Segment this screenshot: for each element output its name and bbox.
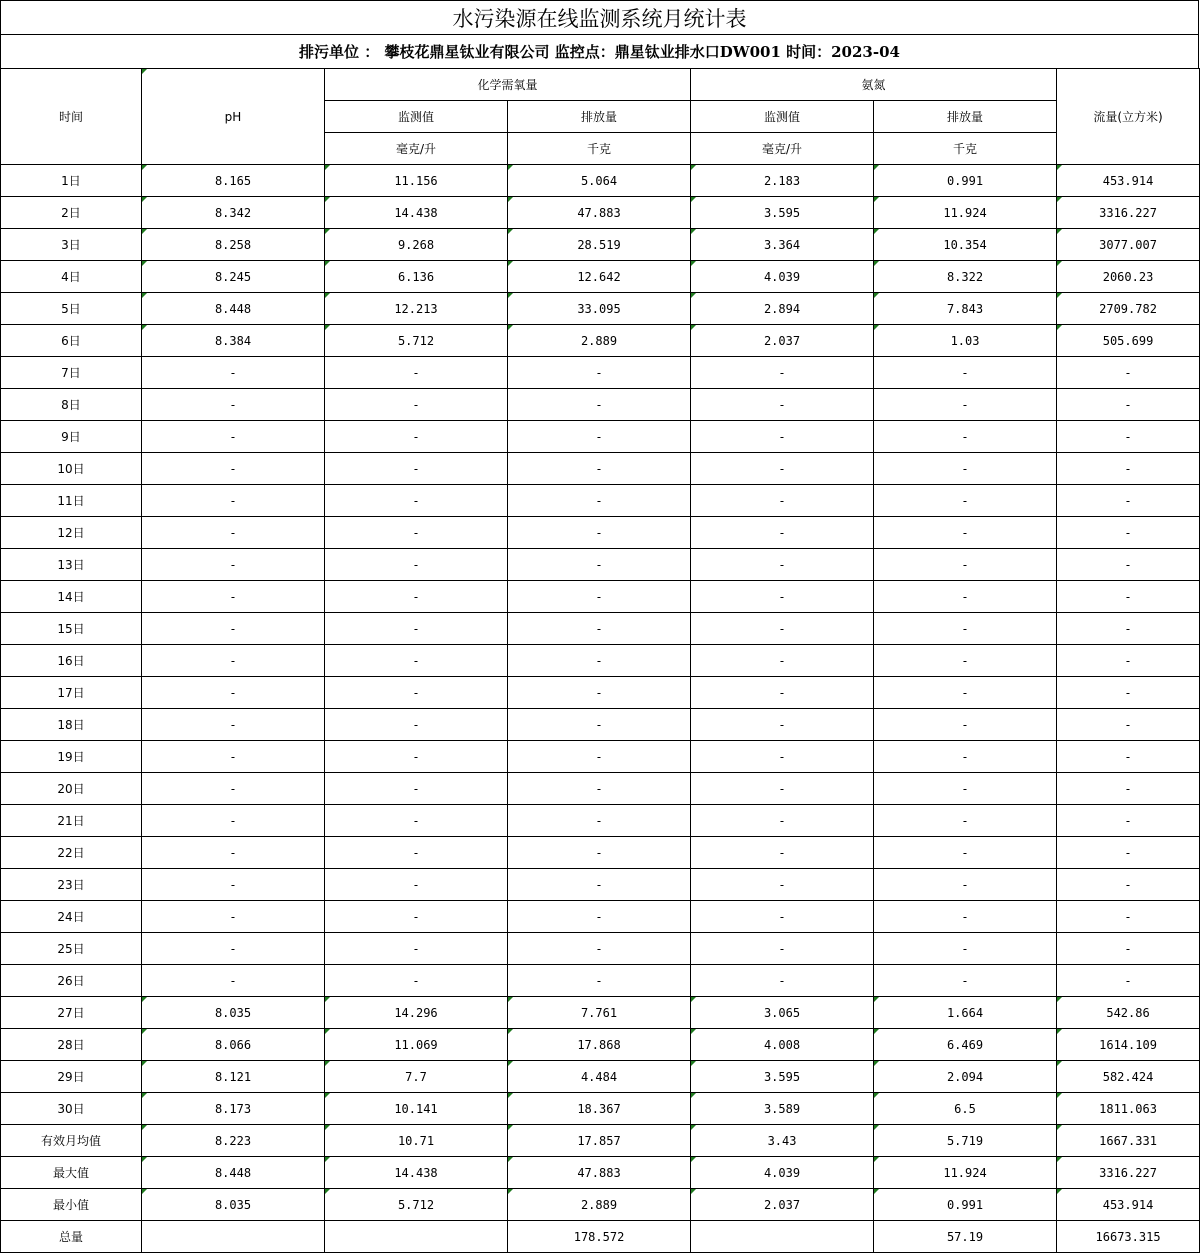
cell-flow[interactable]: 2060.23 bbox=[1057, 261, 1200, 293]
cell-nh3-value[interactable]: - bbox=[691, 837, 874, 869]
cell-nh3-value[interactable]: - bbox=[691, 645, 874, 677]
cell-ph[interactable]: 8.342 bbox=[142, 197, 325, 229]
report-table-body bbox=[1, 69, 1200, 1253]
table-row bbox=[1, 1125, 1200, 1157]
cell-flow[interactable]: - bbox=[1057, 773, 1200, 805]
cell-day[interactable]: 8日 bbox=[1, 389, 142, 421]
cell-day[interactable]: 3日 bbox=[1, 229, 142, 261]
table-row bbox=[1, 581, 1200, 613]
cell-flow[interactable]: - bbox=[1057, 485, 1200, 517]
cell-ph[interactable]: 8.448 bbox=[142, 293, 325, 325]
cell-day[interactable]: 1日 bbox=[1, 165, 142, 197]
cell-flow[interactable]: 453.914 bbox=[1057, 165, 1200, 197]
cell-nh3-emission[interactable]: - bbox=[874, 485, 1057, 517]
cell-cod-emission[interactable]: 2.889 bbox=[508, 1189, 691, 1221]
cell-ph[interactable]: 8.035 bbox=[142, 997, 325, 1029]
table-row bbox=[1, 805, 1200, 837]
cell-ph[interactable]: - bbox=[142, 645, 325, 677]
cell-nh3-emission[interactable]: - bbox=[874, 741, 1057, 773]
cell-cod-value[interactable]: - bbox=[325, 741, 508, 773]
cell-ph[interactable]: 8.223 bbox=[142, 1125, 325, 1157]
cell-nh3-emission[interactable]: 8.322 bbox=[874, 261, 1057, 293]
cell-nh3-emission[interactable]: - bbox=[874, 901, 1057, 933]
cell-nh3-value[interactable] bbox=[691, 1221, 874, 1253]
cell-cod-value[interactable]: - bbox=[325, 677, 508, 709]
cell-day[interactable]: 29日 bbox=[1, 1061, 142, 1093]
cell-ph[interactable]: 8.035 bbox=[142, 1189, 325, 1221]
table-row bbox=[1, 869, 1200, 901]
cell-nh3-emission[interactable]: 11.924 bbox=[874, 1157, 1057, 1189]
cell-day[interactable]: 7日 bbox=[1, 357, 142, 389]
cell-nh3-emission[interactable]: - bbox=[874, 709, 1057, 741]
cell-day[interactable]: 9日 bbox=[1, 421, 142, 453]
cell-cod-emission[interactable]: - bbox=[508, 709, 691, 741]
cell-cod-emission[interactable]: 12.642 bbox=[508, 261, 691, 293]
table-row bbox=[1, 1157, 1200, 1189]
cell-nh3-value[interactable]: 4.039 bbox=[691, 1157, 874, 1189]
cell-day[interactable]: 最小值 bbox=[1, 1189, 142, 1221]
cell-nh3-value[interactable]: - bbox=[691, 773, 874, 805]
cell-ph[interactable]: - bbox=[142, 485, 325, 517]
cell-cod-emission[interactable]: - bbox=[508, 645, 691, 677]
cell-ph[interactable]: - bbox=[142, 453, 325, 485]
table-row bbox=[1, 1093, 1200, 1125]
cell-cod-emission[interactable]: - bbox=[508, 933, 691, 965]
cell-nh3-value[interactable]: 2.183 bbox=[691, 165, 874, 197]
cell-flow[interactable]: - bbox=[1057, 453, 1200, 485]
cell-ph[interactable]: 8.173 bbox=[142, 1093, 325, 1125]
table-row bbox=[1, 1189, 1200, 1221]
cell-cod-emission[interactable]: - bbox=[508, 357, 691, 389]
cell-cod-emission[interactable]: 47.883 bbox=[508, 1157, 691, 1189]
header-cod-emission[interactable]: 排放量 bbox=[508, 101, 691, 133]
header-nh3-emission[interactable]: 排放量 bbox=[874, 101, 1057, 133]
cell-cod-emission[interactable]: - bbox=[508, 901, 691, 933]
header-cod[interactable]: 化学需氧量 bbox=[325, 69, 691, 101]
table-row bbox=[1, 453, 1200, 485]
cell-nh3-emission[interactable]: 1.664 bbox=[874, 997, 1057, 1029]
cell-day[interactable]: 13日 bbox=[1, 549, 142, 581]
cell-flow[interactable]: - bbox=[1057, 389, 1200, 421]
cell-ph[interactable]: 8.066 bbox=[142, 1029, 325, 1061]
cell-day[interactable]: 有效月均值 bbox=[1, 1125, 142, 1157]
table-row bbox=[1, 229, 1200, 261]
cell-ph[interactable]: - bbox=[142, 805, 325, 837]
cell-nh3-emission[interactable]: 0.991 bbox=[874, 165, 1057, 197]
cell-day[interactable]: 18日 bbox=[1, 709, 142, 741]
cell-flow[interactable]: - bbox=[1057, 677, 1200, 709]
cell-cod-emission[interactable]: 7.761 bbox=[508, 997, 691, 1029]
cell-cod-value[interactable]: 10.141 bbox=[325, 1093, 508, 1125]
cell-day[interactable]: 10日 bbox=[1, 453, 142, 485]
cell-day[interactable]: 14日 bbox=[1, 581, 142, 613]
cell-ph[interactable]: - bbox=[142, 741, 325, 773]
cell-flow[interactable]: 453.914 bbox=[1057, 1189, 1200, 1221]
cell-cod-emission[interactable]: - bbox=[508, 741, 691, 773]
table-row bbox=[1, 421, 1200, 453]
cell-flow[interactable]: 542.86 bbox=[1057, 997, 1200, 1029]
cell-ph[interactable]: - bbox=[142, 773, 325, 805]
cell-ph[interactable]: - bbox=[142, 901, 325, 933]
cell-cod-value[interactable]: - bbox=[325, 389, 508, 421]
table-row bbox=[1, 709, 1200, 741]
cell-nh3-emission[interactable]: 1.03 bbox=[874, 325, 1057, 357]
header-cod-unit[interactable]: 毫克/升 bbox=[325, 133, 508, 165]
cell-nh3-emission[interactable]: 7.843 bbox=[874, 293, 1057, 325]
table-row bbox=[1, 901, 1200, 933]
cell-flow[interactable]: - bbox=[1057, 357, 1200, 389]
table-row bbox=[1, 1029, 1200, 1061]
cell-ph[interactable]: 8.121 bbox=[142, 1061, 325, 1093]
cell-cod-emission[interactable]: 17.857 bbox=[508, 1125, 691, 1157]
cell-cod-value[interactable]: - bbox=[325, 709, 508, 741]
cell-ph[interactable]: 8.384 bbox=[142, 325, 325, 357]
cell-day[interactable]: 23日 bbox=[1, 869, 142, 901]
table-row bbox=[1, 773, 1200, 805]
cell-nh3-value[interactable]: 3.364 bbox=[691, 229, 874, 261]
cell-cod-emission[interactable]: 28.519 bbox=[508, 229, 691, 261]
header-time[interactable]: 时间 bbox=[1, 69, 142, 165]
cell-ph[interactable]: - bbox=[142, 837, 325, 869]
cell-cod-emission[interactable]: - bbox=[508, 453, 691, 485]
cell-day[interactable]: 24日 bbox=[1, 901, 142, 933]
cell-nh3-value[interactable]: 2.037 bbox=[691, 1189, 874, 1221]
cell-cod-value[interactable]: 14.296 bbox=[325, 997, 508, 1029]
cell-nh3-value[interactable]: - bbox=[691, 805, 874, 837]
cell-nh3-value[interactable]: 3.595 bbox=[691, 1061, 874, 1093]
cell-nh3-emission[interactable]: 2.094 bbox=[874, 1061, 1057, 1093]
cell-ph[interactable]: - bbox=[142, 965, 325, 997]
cell-day[interactable]: 19日 bbox=[1, 741, 142, 773]
cell-cod-value[interactable]: - bbox=[325, 421, 508, 453]
cell-nh3-value[interactable]: 2.037 bbox=[691, 325, 874, 357]
cell-day[interactable]: 20日 bbox=[1, 773, 142, 805]
cell-cod-value[interactable]: 10.71 bbox=[325, 1125, 508, 1157]
cell-cod-value[interactable]: 12.213 bbox=[325, 293, 508, 325]
cell-cod-value[interactable]: - bbox=[325, 645, 508, 677]
cell-flow[interactable]: - bbox=[1057, 933, 1200, 965]
cell-nh3-value[interactable]: - bbox=[691, 517, 874, 549]
cell-cod-emission[interactable]: - bbox=[508, 613, 691, 645]
header-row-1 bbox=[1, 69, 1200, 101]
table-row bbox=[1, 517, 1200, 549]
table-row bbox=[1, 197, 1200, 229]
cell-flow[interactable]: 3077.007 bbox=[1057, 229, 1200, 261]
cell-nh3-emission[interactable]: 10.354 bbox=[874, 229, 1057, 261]
cell-flow[interactable]: - bbox=[1057, 741, 1200, 773]
table-row bbox=[1, 165, 1200, 197]
cell-cod-value[interactable]: - bbox=[325, 517, 508, 549]
cell-cod-emission[interactable]: 18.367 bbox=[508, 1093, 691, 1125]
cell-flow[interactable]: 582.424 bbox=[1057, 1061, 1200, 1093]
cell-nh3-emission[interactable]: 6.5 bbox=[874, 1093, 1057, 1125]
cell-nh3-emission[interactable]: - bbox=[874, 389, 1057, 421]
header-nh3-unit[interactable]: 毫克/升 bbox=[691, 133, 874, 165]
cell-nh3-value[interactable]: - bbox=[691, 677, 874, 709]
cell-cod-emission[interactable]: - bbox=[508, 581, 691, 613]
cell-cod-value[interactable]: - bbox=[325, 965, 508, 997]
cell-flow[interactable]: 3316.227 bbox=[1057, 1157, 1200, 1189]
cell-nh3-emission[interactable]: - bbox=[874, 805, 1057, 837]
cell-day[interactable]: 27日 bbox=[1, 997, 142, 1029]
cell-cod-emission[interactable]: - bbox=[508, 837, 691, 869]
cell-nh3-value[interactable]: - bbox=[691, 389, 874, 421]
table-row bbox=[1, 325, 1200, 357]
cell-nh3-value[interactable]: 3.43 bbox=[691, 1125, 874, 1157]
cell-flow[interactable]: 2709.782 bbox=[1057, 293, 1200, 325]
cell-nh3-value[interactable]: - bbox=[691, 741, 874, 773]
cell-nh3-emission[interactable]: 11.924 bbox=[874, 197, 1057, 229]
table-row bbox=[1, 645, 1200, 677]
cell-cod-emission[interactable]: 4.484 bbox=[508, 1061, 691, 1093]
cell-ph[interactable] bbox=[142, 1221, 325, 1253]
cell-cod-value[interactable]: - bbox=[325, 485, 508, 517]
cell-ph[interactable]: - bbox=[142, 421, 325, 453]
cell-nh3-emission[interactable]: - bbox=[874, 581, 1057, 613]
cell-nh3-emission[interactable]: - bbox=[874, 933, 1057, 965]
cell-flow[interactable]: - bbox=[1057, 965, 1200, 997]
cell-day[interactable]: 28日 bbox=[1, 1029, 142, 1061]
header-cod-emission-unit[interactable]: 千克 bbox=[508, 133, 691, 165]
cell-cod-emission[interactable]: - bbox=[508, 869, 691, 901]
cell-cod-value[interactable]: - bbox=[325, 613, 508, 645]
cell-flow[interactable]: - bbox=[1057, 837, 1200, 869]
cell-cod-value[interactable]: - bbox=[325, 901, 508, 933]
cell-flow[interactable]: - bbox=[1057, 805, 1200, 837]
cell-nh3-emission[interactable]: - bbox=[874, 773, 1057, 805]
cell-cod-emission[interactable]: - bbox=[508, 549, 691, 581]
cell-flow[interactable]: 505.699 bbox=[1057, 325, 1200, 357]
cell-flow[interactable]: - bbox=[1057, 901, 1200, 933]
cell-cod-value[interactable]: - bbox=[325, 773, 508, 805]
cell-day[interactable]: 12日 bbox=[1, 517, 142, 549]
cell-nh3-emission[interactable]: - bbox=[874, 645, 1057, 677]
cell-day[interactable]: 5日 bbox=[1, 293, 142, 325]
table-row bbox=[1, 357, 1200, 389]
cell-cod-value[interactable]: - bbox=[325, 549, 508, 581]
cell-flow[interactable]: - bbox=[1057, 645, 1200, 677]
cell-nh3-emission[interactable]: - bbox=[874, 869, 1057, 901]
cell-nh3-emission[interactable]: - bbox=[874, 837, 1057, 869]
cell-day[interactable]: 26日 bbox=[1, 965, 142, 997]
cell-ph[interactable]: - bbox=[142, 517, 325, 549]
cell-nh3-value[interactable]: 4.039 bbox=[691, 261, 874, 293]
cell-day[interactable]: 17日 bbox=[1, 677, 142, 709]
cell-cod-emission[interactable]: 47.883 bbox=[508, 197, 691, 229]
cell-ph[interactable]: - bbox=[142, 613, 325, 645]
table-row bbox=[1, 837, 1200, 869]
cell-nh3-value[interactable]: - bbox=[691, 933, 874, 965]
cell-ph[interactable]: - bbox=[142, 581, 325, 613]
cell-day[interactable]: 11日 bbox=[1, 485, 142, 517]
header-nh3-monitor-value[interactable]: 监测值 bbox=[691, 101, 874, 133]
cell-day[interactable]: 25日 bbox=[1, 933, 142, 965]
cell-cod-value[interactable]: - bbox=[325, 805, 508, 837]
cell-ph[interactable]: - bbox=[142, 709, 325, 741]
cell-day[interactable]: 22日 bbox=[1, 837, 142, 869]
cell-nh3-emission[interactable]: 57.19 bbox=[874, 1221, 1057, 1253]
cell-cod-value[interactable]: - bbox=[325, 453, 508, 485]
cell-nh3-emission[interactable]: - bbox=[874, 677, 1057, 709]
cell-day[interactable]: 4日 bbox=[1, 261, 142, 293]
cell-ph[interactable]: - bbox=[142, 869, 325, 901]
cell-cod-value[interactable]: - bbox=[325, 837, 508, 869]
cell-nh3-value[interactable]: - bbox=[691, 357, 874, 389]
header-cod-monitor-value[interactable]: 监测值 bbox=[325, 101, 508, 133]
cell-cod-emission[interactable]: - bbox=[508, 485, 691, 517]
cell-ph[interactable]: - bbox=[142, 389, 325, 421]
cell-cod-emission[interactable]: - bbox=[508, 773, 691, 805]
cell-nh3-value[interactable]: 4.008 bbox=[691, 1029, 874, 1061]
cell-flow[interactable]: - bbox=[1057, 581, 1200, 613]
cell-nh3-value[interactable]: - bbox=[691, 549, 874, 581]
report-subtitle: 排污单位 ： 攀枝花鼎星钛业有限公司 监控点：鼎星钛业排水口DW001 时间：2023-04 bbox=[0, 34, 1199, 69]
cell-cod-emission[interactable]: - bbox=[508, 805, 691, 837]
table-row bbox=[1, 1061, 1200, 1093]
report-title: 水污染源在线监测系统月统计表 bbox=[0, 0, 1199, 35]
cell-cod-value[interactable]: 14.438 bbox=[325, 1157, 508, 1189]
table-row bbox=[1, 677, 1200, 709]
table-row bbox=[1, 293, 1200, 325]
cell-nh3-value[interactable]: - bbox=[691, 901, 874, 933]
cell-nh3-value[interactable]: 3.595 bbox=[691, 197, 874, 229]
table-row bbox=[1, 965, 1200, 997]
table-row bbox=[1, 933, 1200, 965]
cell-cod-value[interactable]: - bbox=[325, 933, 508, 965]
cell-flow[interactable]: - bbox=[1057, 421, 1200, 453]
cell-day[interactable]: 总量 bbox=[1, 1221, 142, 1253]
table-row bbox=[1, 997, 1200, 1029]
cell-day[interactable]: 15日 bbox=[1, 613, 142, 645]
table-row bbox=[1, 741, 1200, 773]
table-row bbox=[1, 485, 1200, 517]
cell-cod-emission[interactable]: 33.095 bbox=[508, 293, 691, 325]
cell-cod-value[interactable]: 5.712 bbox=[325, 1189, 508, 1221]
header-flow[interactable]: 流量(立方米) bbox=[1057, 69, 1200, 165]
cell-nh3-value[interactable]: 3.589 bbox=[691, 1093, 874, 1125]
table-row bbox=[1, 549, 1200, 581]
cell-nh3-emission[interactable]: 0.991 bbox=[874, 1189, 1057, 1221]
cell-nh3-value[interactable]: - bbox=[691, 485, 874, 517]
cell-cod-value[interactable] bbox=[325, 1221, 508, 1253]
report-table bbox=[0, 68, 1200, 1253]
cell-cod-emission[interactable]: - bbox=[508, 965, 691, 997]
table-row bbox=[1, 1221, 1200, 1253]
cell-nh3-emission[interactable]: - bbox=[874, 421, 1057, 453]
cell-cod-emission[interactable]: 5.064 bbox=[508, 165, 691, 197]
cell-ph[interactable]: - bbox=[142, 933, 325, 965]
cell-flow[interactable]: 1614.109 bbox=[1057, 1029, 1200, 1061]
cell-nh3-emission[interactable]: - bbox=[874, 965, 1057, 997]
cell-flow[interactable]: 3316.227 bbox=[1057, 197, 1200, 229]
cell-nh3-emission[interactable]: 6.469 bbox=[874, 1029, 1057, 1061]
cell-ph[interactable]: 8.245 bbox=[142, 261, 325, 293]
cell-flow[interactable]: - bbox=[1057, 869, 1200, 901]
cell-nh3-value[interactable]: - bbox=[691, 709, 874, 741]
header-nh3[interactable]: 氨氮 bbox=[691, 69, 1057, 101]
cell-nh3-value[interactable]: 3.065 bbox=[691, 997, 874, 1029]
cell-nh3-value[interactable]: - bbox=[691, 869, 874, 901]
cell-flow[interactable]: - bbox=[1057, 709, 1200, 741]
cell-ph[interactable]: 8.258 bbox=[142, 229, 325, 261]
cell-day[interactable]: 30日 bbox=[1, 1093, 142, 1125]
cell-cod-emission[interactable]: 17.868 bbox=[508, 1029, 691, 1061]
cell-cod-emission[interactable]: - bbox=[508, 517, 691, 549]
cell-nh3-emission[interactable]: - bbox=[874, 453, 1057, 485]
cell-nh3-emission[interactable]: - bbox=[874, 517, 1057, 549]
cell-cod-emission[interactable]: - bbox=[508, 677, 691, 709]
cell-day[interactable]: 2日 bbox=[1, 197, 142, 229]
cell-cod-value[interactable]: 11.069 bbox=[325, 1029, 508, 1061]
cell-cod-value[interactable]: 11.156 bbox=[325, 165, 508, 197]
cell-cod-value[interactable]: 14.438 bbox=[325, 197, 508, 229]
cell-day[interactable]: 6日 bbox=[1, 325, 142, 357]
cell-cod-emission[interactable]: - bbox=[508, 389, 691, 421]
cell-cod-emission[interactable]: 2.889 bbox=[508, 325, 691, 357]
cell-nh3-value[interactable]: - bbox=[691, 453, 874, 485]
cell-ph[interactable]: - bbox=[142, 677, 325, 709]
cell-day[interactable]: 21日 bbox=[1, 805, 142, 837]
cell-nh3-emission[interactable]: 5.719 bbox=[874, 1125, 1057, 1157]
cell-flow[interactable]: - bbox=[1057, 517, 1200, 549]
cell-cod-value[interactable]: - bbox=[325, 581, 508, 613]
cell-cod-value[interactable]: 5.712 bbox=[325, 325, 508, 357]
header-ph[interactable]: pH bbox=[142, 69, 325, 165]
cell-nh3-value[interactable]: - bbox=[691, 965, 874, 997]
cell-flow[interactable]: - bbox=[1057, 613, 1200, 645]
cell-nh3-value[interactable]: - bbox=[691, 613, 874, 645]
cell-nh3-value[interactable]: 2.894 bbox=[691, 293, 874, 325]
cell-nh3-value[interactable]: - bbox=[691, 421, 874, 453]
cell-flow[interactable]: 16673.315 bbox=[1057, 1221, 1200, 1253]
cell-ph[interactable]: 8.165 bbox=[142, 165, 325, 197]
header-nh3-emission-unit[interactable]: 千克 bbox=[874, 133, 1057, 165]
cell-cod-value[interactable]: 7.7 bbox=[325, 1061, 508, 1093]
cell-cod-emission[interactable]: - bbox=[508, 421, 691, 453]
cell-nh3-emission[interactable]: - bbox=[874, 613, 1057, 645]
cell-cod-value[interactable]: - bbox=[325, 869, 508, 901]
cell-cod-value[interactable]: - bbox=[325, 357, 508, 389]
cell-nh3-value[interactable]: - bbox=[691, 581, 874, 613]
cell-flow[interactable]: 1811.063 bbox=[1057, 1093, 1200, 1125]
cell-cod-value[interactable]: 9.268 bbox=[325, 229, 508, 261]
cell-flow[interactable]: 1667.331 bbox=[1057, 1125, 1200, 1157]
cell-day[interactable]: 最大值 bbox=[1, 1157, 142, 1189]
cell-ph[interactable]: - bbox=[142, 549, 325, 581]
cell-ph[interactable]: - bbox=[142, 357, 325, 389]
cell-cod-emission[interactable]: 178.572 bbox=[508, 1221, 691, 1253]
cell-flow[interactable]: - bbox=[1057, 549, 1200, 581]
cell-cod-value[interactable]: 6.136 bbox=[325, 261, 508, 293]
table-row bbox=[1, 389, 1200, 421]
cell-ph[interactable]: 8.448 bbox=[142, 1157, 325, 1189]
table-row bbox=[1, 261, 1200, 293]
cell-nh3-emission[interactable]: - bbox=[874, 549, 1057, 581]
cell-day[interactable]: 16日 bbox=[1, 645, 142, 677]
cell-nh3-emission[interactable]: - bbox=[874, 357, 1057, 389]
table-row bbox=[1, 613, 1200, 645]
